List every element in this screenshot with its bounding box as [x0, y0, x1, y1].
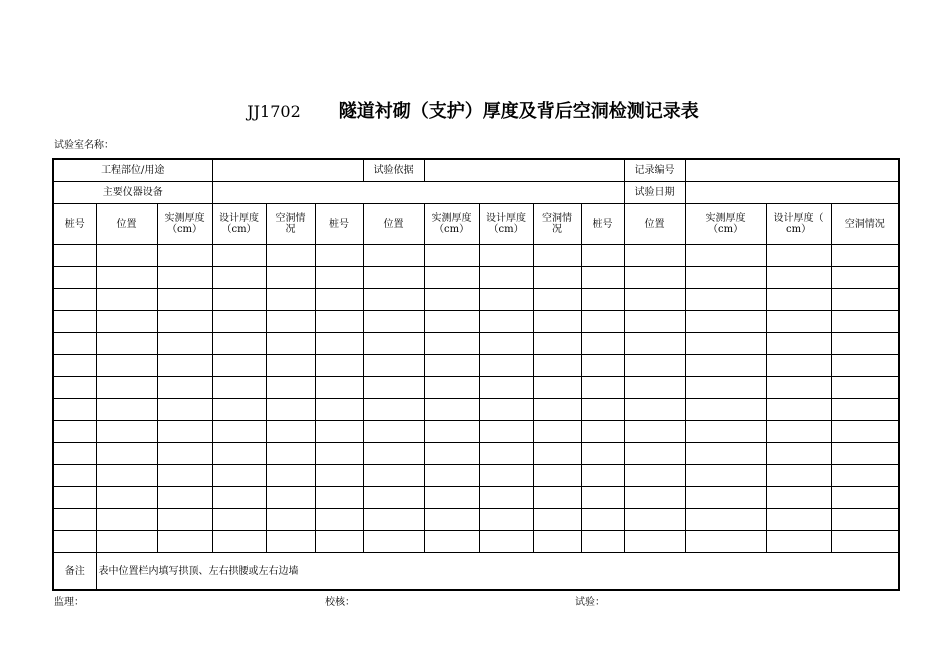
table-cell[interactable] [424, 421, 479, 443]
table-cell[interactable] [685, 487, 766, 509]
col-header: 实测厚度 （cm） [685, 204, 766, 245]
table-cell[interactable] [533, 443, 581, 465]
table-cell[interactable] [479, 531, 533, 553]
table-cell[interactable] [766, 465, 831, 487]
col-header: 位置 [363, 204, 424, 245]
table-cell[interactable] [581, 333, 624, 355]
table-cell[interactable] [157, 487, 212, 509]
table-row [53, 377, 899, 399]
table-cell[interactable] [157, 421, 212, 443]
table-cell[interactable] [96, 311, 157, 333]
table-row [53, 531, 899, 553]
table-cell[interactable] [581, 531, 624, 553]
table-cell[interactable] [479, 289, 533, 311]
table-cell[interactable] [685, 377, 766, 399]
note-label: 备注 [53, 553, 96, 591]
table-cell[interactable] [53, 443, 96, 465]
table-cell[interactable] [766, 487, 831, 509]
table-cell[interactable] [315, 311, 363, 333]
table-cell[interactable] [624, 289, 685, 311]
table-row [53, 465, 899, 487]
table-cell[interactable] [533, 377, 581, 399]
info-row-project [53, 159, 899, 182]
table-cell[interactable] [315, 267, 363, 289]
table-cell[interactable] [581, 399, 624, 421]
table-cell[interactable] [212, 267, 266, 289]
table-cell[interactable] [624, 531, 685, 553]
table-cell[interactable] [212, 355, 266, 377]
col-header: 位置 [624, 204, 685, 245]
table-cell[interactable] [157, 311, 212, 333]
tester-label: 试验： [575, 597, 605, 608]
table-cell[interactable] [212, 245, 266, 267]
table-cell[interactable] [533, 465, 581, 487]
table-cell[interactable] [424, 531, 479, 553]
table-cell[interactable] [685, 509, 766, 531]
table-row [53, 333, 899, 355]
table-cell[interactable] [157, 443, 212, 465]
table-cell[interactable] [533, 311, 581, 333]
info-row-instrument [53, 182, 899, 204]
table-cell[interactable] [96, 487, 157, 509]
table-cell[interactable] [212, 311, 266, 333]
table-cell[interactable] [53, 399, 96, 421]
table-cell[interactable] [266, 355, 315, 377]
table-cell[interactable] [533, 487, 581, 509]
table-cell[interactable] [53, 355, 96, 377]
basis-label: 试验依据 [363, 159, 424, 182]
date-input[interactable] [685, 182, 899, 204]
table-cell[interactable] [479, 421, 533, 443]
table-cell[interactable] [315, 377, 363, 399]
table-cell[interactable] [479, 333, 533, 355]
table-cell[interactable] [581, 289, 624, 311]
table-cell[interactable] [479, 509, 533, 531]
table-cell[interactable] [96, 377, 157, 399]
table-cell[interactable] [533, 245, 581, 267]
table-cell[interactable] [533, 289, 581, 311]
table-cell[interactable] [315, 509, 363, 531]
project-label: 工程部位/用途 [53, 159, 212, 182]
table-cell[interactable] [53, 311, 96, 333]
col-header: 位置 [96, 204, 157, 245]
table-cell[interactable] [831, 355, 899, 377]
table-cell[interactable] [533, 421, 581, 443]
table-cell[interactable] [581, 421, 624, 443]
table-cell[interactable] [624, 311, 685, 333]
table-cell[interactable] [479, 443, 533, 465]
table-cell[interactable] [685, 289, 766, 311]
table-cell[interactable] [581, 443, 624, 465]
table-cell[interactable] [581, 267, 624, 289]
table-cell[interactable] [157, 333, 212, 355]
table-cell[interactable] [581, 487, 624, 509]
table-cell[interactable] [831, 487, 899, 509]
table-cell[interactable] [157, 355, 212, 377]
table-cell[interactable] [157, 245, 212, 267]
table-cell[interactable] [53, 465, 96, 487]
table-cell[interactable] [315, 487, 363, 509]
note-row [53, 553, 899, 591]
table-cell[interactable] [212, 487, 266, 509]
table-cell[interactable] [424, 487, 479, 509]
table-cell[interactable] [581, 245, 624, 267]
table-cell[interactable] [212, 531, 266, 553]
table-cell[interactable] [212, 465, 266, 487]
table-cell[interactable] [424, 355, 479, 377]
table-cell[interactable] [315, 421, 363, 443]
table-cell[interactable] [212, 421, 266, 443]
table-cell[interactable] [96, 509, 157, 531]
col-header: 实测厚度 （cm） [424, 204, 479, 245]
table-cell[interactable] [424, 267, 479, 289]
table-cell[interactable] [533, 333, 581, 355]
table-cell[interactable] [157, 377, 212, 399]
table-cell[interactable] [363, 509, 424, 531]
table-cell[interactable] [363, 377, 424, 399]
table-cell[interactable] [685, 333, 766, 355]
table-cell[interactable] [581, 509, 624, 531]
table-cell[interactable] [533, 355, 581, 377]
table-cell[interactable] [624, 267, 685, 289]
table-cell[interactable] [315, 399, 363, 421]
table-cell[interactable] [53, 377, 96, 399]
table-cell[interactable] [157, 509, 212, 531]
col-header: 空洞情 况 [533, 204, 581, 245]
project-input[interactable] [212, 159, 363, 182]
table-cell[interactable] [533, 509, 581, 531]
col-header: 空洞情况 [831, 204, 899, 245]
table-cell[interactable] [685, 465, 766, 487]
table-cell[interactable] [479, 399, 533, 421]
table-cell[interactable] [766, 355, 831, 377]
table-cell[interactable] [212, 289, 266, 311]
table-cell[interactable] [479, 267, 533, 289]
instrument-label: 主要仪器设备 [53, 182, 212, 204]
table-cell[interactable] [315, 355, 363, 377]
table-cell[interactable] [363, 443, 424, 465]
table-cell[interactable] [363, 311, 424, 333]
table-cell[interactable] [212, 333, 266, 355]
table-cell[interactable] [96, 355, 157, 377]
table-cell[interactable] [831, 333, 899, 355]
table-cell[interactable] [685, 245, 766, 267]
table-cell[interactable] [685, 531, 766, 553]
table-cell[interactable] [624, 421, 685, 443]
table-cell[interactable] [624, 465, 685, 487]
data-body [53, 245, 899, 553]
table-cell[interactable] [479, 245, 533, 267]
table-cell[interactable] [766, 421, 831, 443]
table-cell[interactable] [479, 377, 533, 399]
table-cell[interactable] [831, 531, 899, 553]
table-row [53, 245, 899, 267]
table-cell[interactable] [315, 333, 363, 355]
table-cell[interactable] [96, 443, 157, 465]
instrument-input[interactable] [212, 182, 624, 204]
table-cell[interactable] [766, 333, 831, 355]
table-cell[interactable] [53, 509, 96, 531]
table-cell[interactable] [315, 443, 363, 465]
table-cell[interactable] [266, 267, 315, 289]
table-cell[interactable] [424, 245, 479, 267]
table-cell[interactable] [96, 421, 157, 443]
table-cell[interactable] [581, 355, 624, 377]
table-cell[interactable] [766, 377, 831, 399]
table-cell[interactable] [96, 245, 157, 267]
table-cell[interactable] [266, 531, 315, 553]
col-header: 空洞情 况 [266, 204, 315, 245]
table-cell[interactable] [831, 465, 899, 487]
table-cell[interactable] [363, 421, 424, 443]
table-cell[interactable] [424, 509, 479, 531]
table-cell[interactable] [53, 289, 96, 311]
table-cell[interactable] [266, 487, 315, 509]
table-cell[interactable] [581, 465, 624, 487]
table-cell[interactable] [96, 399, 157, 421]
table-cell[interactable] [533, 267, 581, 289]
table-cell[interactable] [53, 421, 96, 443]
date-label: 试验日期 [624, 182, 685, 204]
table-row [53, 311, 899, 333]
table-cell[interactable] [479, 311, 533, 333]
table-cell[interactable] [266, 421, 315, 443]
table-cell[interactable] [766, 399, 831, 421]
table-cell[interactable] [766, 443, 831, 465]
table-cell[interactable] [424, 311, 479, 333]
col-header: 桩号 [581, 204, 624, 245]
table-cell[interactable] [479, 465, 533, 487]
table-cell[interactable] [212, 377, 266, 399]
table-cell[interactable] [53, 267, 96, 289]
table-cell[interactable] [831, 421, 899, 443]
supervisor-label: 监理： [54, 597, 84, 608]
table-cell[interactable] [533, 531, 581, 553]
table-cell[interactable] [424, 289, 479, 311]
table-cell[interactable] [624, 399, 685, 421]
table-row [53, 487, 899, 509]
table-cell[interactable] [266, 289, 315, 311]
table-cell[interactable] [266, 509, 315, 531]
table-cell[interactable] [766, 267, 831, 289]
col-header: 实测厚度 （cm） [157, 204, 212, 245]
table-cell[interactable] [363, 531, 424, 553]
table-row [53, 267, 899, 289]
table-cell[interactable] [363, 399, 424, 421]
table-cell[interactable] [831, 245, 899, 267]
note-text: 表中位置栏内填写拱顶、左右拱腰或左右边墙 [96, 553, 899, 591]
table-cell[interactable] [315, 289, 363, 311]
table-cell[interactable] [53, 333, 96, 355]
column-header-row [53, 204, 899, 245]
table-cell[interactable] [766, 311, 831, 333]
table-row [53, 421, 899, 443]
table-cell[interactable] [96, 531, 157, 553]
table-cell[interactable] [363, 333, 424, 355]
table-cell[interactable] [96, 333, 157, 355]
table-cell[interactable] [624, 509, 685, 531]
table-cell[interactable] [363, 245, 424, 267]
table-cell[interactable] [157, 267, 212, 289]
table-cell[interactable] [685, 311, 766, 333]
table-cell[interactable] [363, 487, 424, 509]
table-cell[interactable] [212, 509, 266, 531]
table-cell[interactable] [766, 509, 831, 531]
table-cell[interactable] [624, 355, 685, 377]
table-cell[interactable] [624, 333, 685, 355]
table-cell[interactable] [624, 377, 685, 399]
table-cell[interactable] [96, 289, 157, 311]
table-cell[interactable] [157, 399, 212, 421]
table-cell[interactable] [53, 245, 96, 267]
table-row [53, 443, 899, 465]
table-cell[interactable] [624, 245, 685, 267]
table-cell[interactable] [157, 289, 212, 311]
table-row [53, 355, 899, 377]
page-title [0, 100, 950, 124]
form-title: 隧道衬砌（支护）厚度及背后空洞检测记录表 [338, 101, 699, 122]
table-cell[interactable] [315, 465, 363, 487]
col-header: 桩号 [315, 204, 363, 245]
table-cell[interactable] [266, 399, 315, 421]
table-cell[interactable] [424, 399, 479, 421]
table-cell[interactable] [624, 487, 685, 509]
table-cell[interactable] [424, 465, 479, 487]
record-table [52, 158, 900, 591]
table-cell[interactable] [363, 465, 424, 487]
table-cell[interactable] [315, 245, 363, 267]
table-cell[interactable] [831, 289, 899, 311]
table-cell[interactable] [96, 267, 157, 289]
table-row [53, 289, 899, 311]
table-cell[interactable] [266, 377, 315, 399]
record-no-label: 记录编号 [624, 159, 685, 182]
col-header: 桩号 [53, 204, 96, 245]
table-cell[interactable] [266, 333, 315, 355]
table-cell[interactable] [685, 443, 766, 465]
table-cell[interactable] [533, 399, 581, 421]
form-code: JJ1702 [247, 102, 301, 121]
table-cell[interactable] [766, 289, 831, 311]
table-cell[interactable] [424, 443, 479, 465]
table-cell[interactable] [581, 311, 624, 333]
table-cell[interactable] [53, 531, 96, 553]
table-row [53, 399, 899, 421]
table-cell[interactable] [212, 443, 266, 465]
table-cell[interactable] [685, 421, 766, 443]
table-cell[interactable] [479, 355, 533, 377]
lab-name-label: 试验室名称： [54, 140, 114, 151]
table-cell[interactable] [363, 267, 424, 289]
table-cell[interactable] [685, 355, 766, 377]
table-cell[interactable] [53, 487, 96, 509]
table-cell[interactable] [266, 443, 315, 465]
table-cell[interactable] [685, 399, 766, 421]
col-header: 设计厚度 （cm） [479, 204, 533, 245]
table-cell[interactable] [96, 465, 157, 487]
table-cell[interactable] [479, 487, 533, 509]
table-cell[interactable] [157, 465, 212, 487]
table-cell[interactable] [363, 355, 424, 377]
table-cell[interactable] [685, 267, 766, 289]
table-cell[interactable] [212, 399, 266, 421]
table-cell[interactable] [831, 509, 899, 531]
table-cell[interactable] [831, 377, 899, 399]
table-cell[interactable] [831, 267, 899, 289]
table-cell[interactable] [266, 311, 315, 333]
table-cell[interactable] [624, 443, 685, 465]
col-header: 设计厚度（ cm） [766, 204, 831, 245]
table-cell[interactable] [581, 377, 624, 399]
table-cell[interactable] [315, 531, 363, 553]
table-cell[interactable] [831, 443, 899, 465]
col-header: 设计厚度 （cm） [212, 204, 266, 245]
table-cell[interactable] [766, 531, 831, 553]
table-cell[interactable] [266, 465, 315, 487]
table-cell[interactable] [424, 377, 479, 399]
checker-label: 校核： [325, 597, 355, 608]
basis-input[interactable] [424, 159, 624, 182]
table-cell[interactable] [831, 399, 899, 421]
table-row [53, 509, 899, 531]
table-cell[interactable] [157, 531, 212, 553]
record-no-input[interactable] [685, 159, 899, 182]
table-cell[interactable] [424, 333, 479, 355]
table-cell[interactable] [831, 311, 899, 333]
table-cell[interactable] [363, 289, 424, 311]
table-cell[interactable] [766, 245, 831, 267]
table-cell[interactable] [266, 245, 315, 267]
